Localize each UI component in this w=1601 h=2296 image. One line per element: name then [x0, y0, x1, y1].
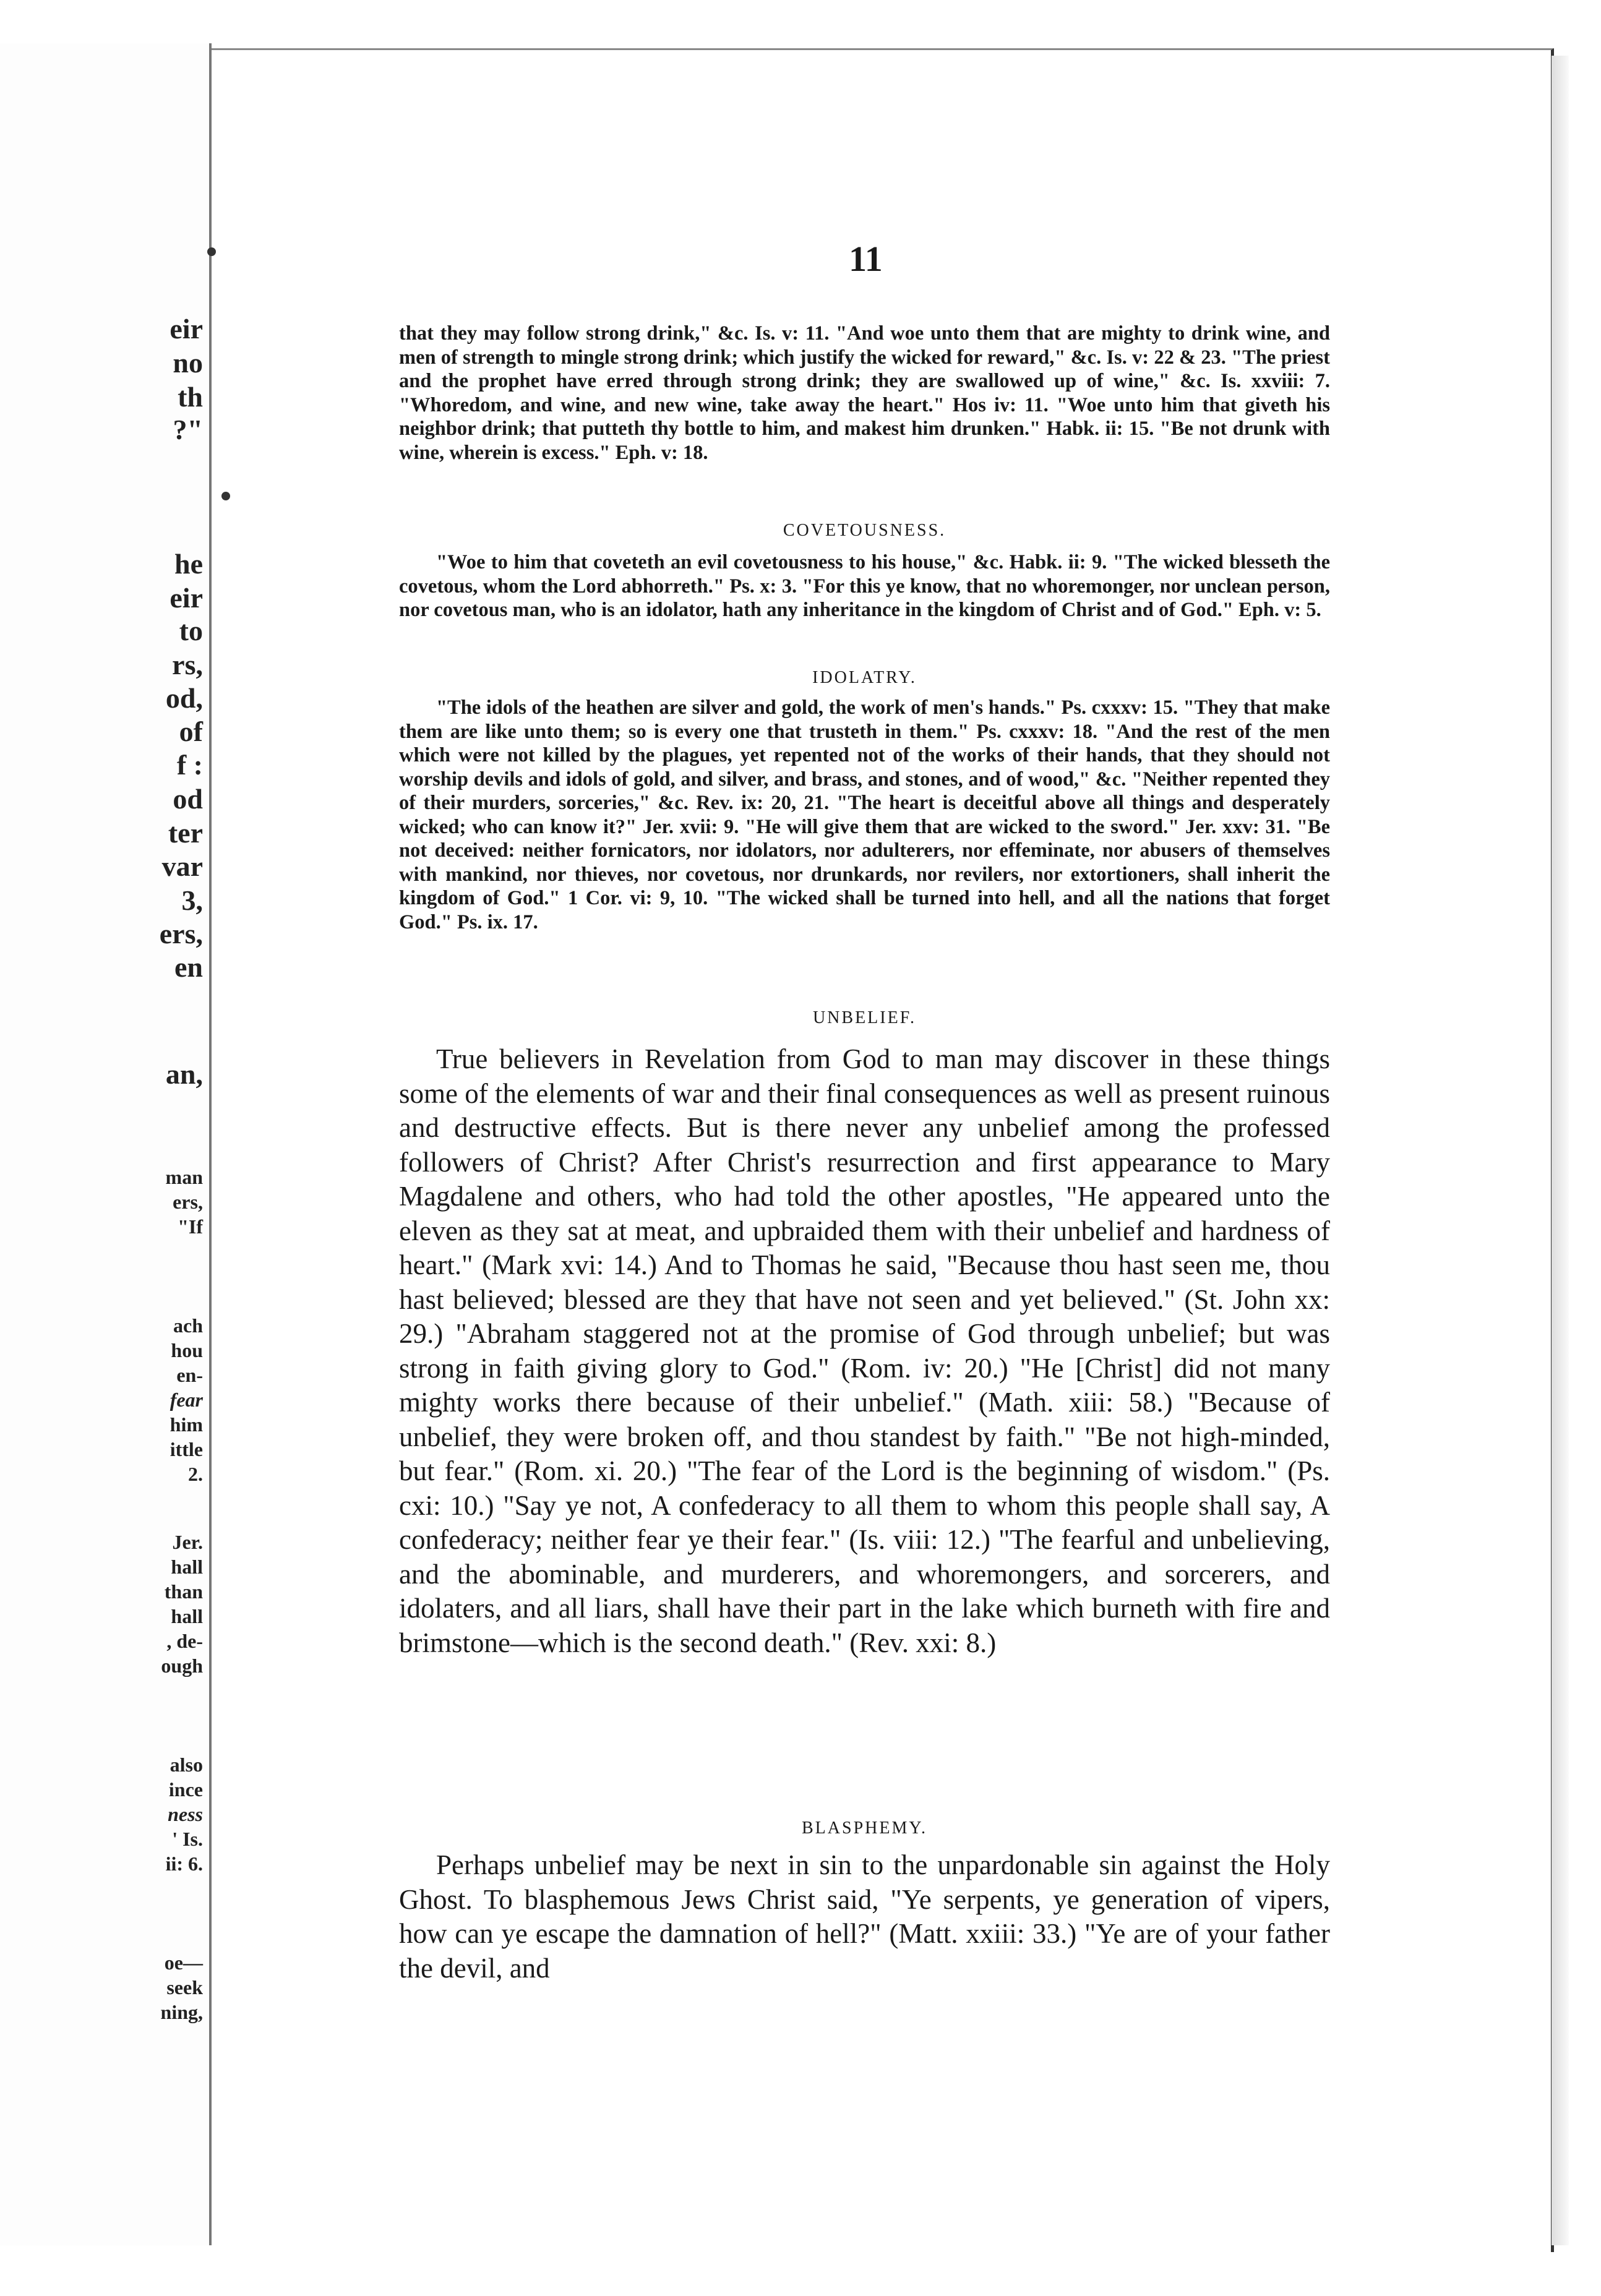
left-fragment: en- [176, 1364, 203, 1386]
left-fragment: ' Is. [172, 1828, 203, 1850]
left-fragment: ter [168, 817, 203, 849]
left-fragment: rs, [172, 649, 203, 680]
covetousness-section [399, 550, 1330, 622]
page-number: 11 [849, 239, 883, 279]
left-fragment: var [161, 850, 203, 882]
left-fragment: th [178, 381, 203, 413]
left-fragment: man [165, 1166, 203, 1188]
page-edge-shadow [1552, 56, 1569, 2245]
left-fragment: en [174, 951, 203, 983]
left-fragment: ach [173, 1314, 203, 1337]
section-heading-covetousness: COVETOUSNESS. [783, 521, 946, 540]
left-fragment: ough [161, 1655, 203, 1677]
left-fragment: ers, [159, 918, 203, 949]
left-fragment: ince [168, 1778, 203, 1801]
section-heading-unbelief: UNBELIEF. [812, 1008, 917, 1027]
left-fragment: 3, [181, 885, 203, 916]
left-fragment: eir [170, 582, 203, 614]
left-fragment: seek [166, 1976, 203, 1998]
left-fragment: ers, [173, 1191, 203, 1213]
unbelief-section [399, 1042, 1330, 1660]
left-fragment: an, [165, 1058, 203, 1090]
idolatry-text: "The idols of the heathen are silver and gold, the work of men's hands." Ps. cxxxv: 15. "They that make them are like unto them; so is every one that trusteth in them." Ps. cxxxv: 18. "And the rest of the men which were not killed by the plagues, yet repented not of the works of their hands, that they should not worship devils and idols of gold, and silver, and brass, and stones, and of wood," &c. "Neither repented they of their murders, sorceries," &c. Rev. ix: 20, 21. "The heart is deceitful above all things and desperately wicked; who can know it?" Jer. xvii: 9. "He will give them that are wicked to the sword." Jer. xxv: 31. "Be not deceived: neither fornicators, nor idolators, nor adulterers, nor effeminate, nor abusers of themselves with mankind, nor thieves, nor covetous, nor drunkards, nor revilers, nor extortioners, shall inherit the kingdom of God." 1 Cor. vi: 9, 10. "The wicked shall be turned into hell, and all the nations that forget God." Ps. ix. 17. [399, 696, 1330, 933]
left-fragment: ness [168, 1803, 203, 1825]
left-fragment: od, [165, 682, 203, 714]
left-fragment: to [179, 615, 203, 646]
left-fragment: ?" [173, 414, 203, 445]
left-fragment: ittle [170, 1438, 203, 1460]
left-fragment: 2. [188, 1463, 203, 1485]
left-fragment: eir [170, 313, 203, 345]
left-fragment: no [173, 347, 203, 379]
section-heading-idolatry: IDOLATRY. [812, 668, 917, 687]
covetousness-text: "Woe to him that coveteth an evil covetousness to his house," &c. Habk. ii: 9. "The wicked blesseth the covetous, whom the Lord abhorreth." Ps. x: 3. "For this ye know, that no whoremonger, nor unclean person, nor covetous man, who is an idolator, hath any inheritance in the kingdom of Christ and of God." Eph. v: 5. [399, 551, 1330, 621]
left-fragment: od [173, 783, 203, 815]
left-fragment: ning, [160, 2001, 203, 2023]
left-fragment: f : [176, 749, 203, 781]
left-facing-page [0, 43, 212, 2245]
blasphemy-section [399, 1848, 1330, 1985]
left-fragment: , de- [166, 1630, 203, 1652]
left-fragment: fear [170, 1389, 203, 1411]
section-heading-blasphemy: BLASPHEMY. [802, 1818, 927, 1838]
left-fragment: hou [171, 1339, 203, 1361]
left-fragment: Jer. [172, 1531, 203, 1553]
intro-paragraph [399, 322, 1330, 465]
left-fragment: also [170, 1754, 203, 1776]
idolatry-section [399, 696, 1330, 934]
unbelief-text: True believers in Revelation from God to man may discover in these things some of the elements of war and their final consequences as well as present ruinous and destructive effects. But is there never any unbelief among the professed followers of Christ? After Christ's resurrection and first appearance to Mary Magdalene and others, who had told the other apostles, "He appeared unto the eleven as they sat at meat, and upbraided them with their unbelief and hardness of heart." (Mark xvi: 14.) And to Thomas he said, "Because thou hast seen me, thou hast believed; blessed are they that have not seen and yet believed." (St. John xx: 29.) "Abraham staggered not at the promise of God through unbelief; but was strong in faith giving glory to God." (Rom. iv: 20.) "He [Christ] did not many mighty works there because of their unbelief." (Math. xiii: 58.) "Because of unbelief, they were broken off, and thou standest by faith." "Be not high-minded, but fear." (Rom. xi. 20.) "The fear of the Lord is the beginning of wisdom." (Ps. cxi: 10.) "Say ye not, A confederacy to all them to whom this people shall say, A confederacy; neither fear ye their fear." (Is. viii: 12.) "The fearful and unbelieving, and the abominable, and murderers, and whoremongers, and sorcerers, and idolaters, and all liars, shall have their part in the lake which burneth with fire and brimstone—which is the second death." (Rev. xxi: 8.) [399, 1043, 1330, 1658]
blasphemy-text: Perhaps unbelief may be next in sin to the unpardonable sin against the Holy Ghost. To blasphemous Jews Christ said, "Ye serpents, ye generation of vipers, how can ye escape the damnation of hell?" (Matt. xxiii: 33.) "Ye are of your father the devil, and [399, 1849, 1330, 1984]
left-fragment: "If [178, 1215, 203, 1238]
left-fragment: ii: 6. [165, 1853, 203, 1875]
left-fragment: he [174, 548, 203, 580]
left-fragment: hall [171, 1556, 203, 1578]
left-fragment: oe— [164, 1951, 203, 1974]
intro-text: that they may follow strong drink," &c. Is. v: 11. "And woe unto them that are mighty to drink wine, and men of strength to mingle strong drink; which justify the wicked for reward," &c. Is. v: 22 & 23. "The priest and the prophet have erred through strong drink; they are swallowed up of wine," &c. Is. xxviii: 7. "Whoredom, and wine, and new wine, take away the heart." Hos iv: 11. "Woe unto him that giveth his neighbor drink; that putteth thy bottle to him, and makest him drunken." Habk. ii: 15. "Be not drunk with wine, wherein is excess." Eph. v: 18. [399, 322, 1330, 464]
left-fragment: him [170, 1413, 203, 1436]
left-fragment: than [164, 1580, 203, 1603]
left-fragment: of [179, 716, 203, 747]
left-fragment: hall [171, 1605, 203, 1627]
crop-mark [221, 492, 230, 500]
crop-mark [207, 247, 216, 256]
